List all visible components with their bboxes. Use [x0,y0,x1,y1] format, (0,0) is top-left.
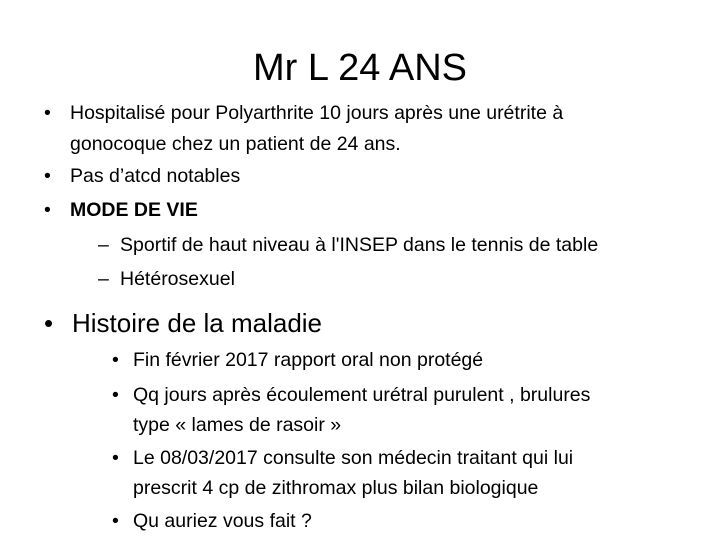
bullet-text-line: Hospitalisé pour Polyarthrite 10 jours après une urétrite à [70,102,564,124]
bullet-text-line: MODE DE VIE [70,199,198,221]
history-item-text: prescrit 4 cp de zithromax plus bilan biologique [133,477,539,499]
slide-title: Mr L 24 ANS [252,47,467,89]
sub-item-text: Hétérosexuel [120,268,235,290]
bullet-icon: • [112,510,119,532]
history-item-text: Qu auriez vous fait ? [133,510,312,532]
bullet-icon: • [112,447,119,469]
bullet-icon: • [44,165,51,187]
section-heading-text: Histoire de la maladie [72,308,323,338]
bullet-text-line: gonocoque chez un patient de 24 ans. [70,133,401,155]
bullet-icon: • [44,308,54,338]
history-item-text: type « lames de rasoir » [133,414,342,436]
history-item-text: Fin février 2017 rapport oral non protégé [133,349,484,371]
bullet-icon: • [44,102,51,124]
bullet-text-line: Pas d’atcd notables [70,165,241,187]
bullet-icon: • [112,384,119,406]
dash-icon: – [98,268,109,290]
bullet-icon: • [44,199,51,221]
bullet-icon: • [112,349,119,371]
sub-item-text: Sportif de haut niveau à l'INSEP dans le tennis de table [120,234,599,256]
history-item-text: Qq jours après écoulement urétral purulent , brulures [133,384,591,406]
dash-icon: – [98,234,109,256]
history-item-text: Le 08/03/2017 consulte son médecin traitant qui lui [133,447,574,469]
